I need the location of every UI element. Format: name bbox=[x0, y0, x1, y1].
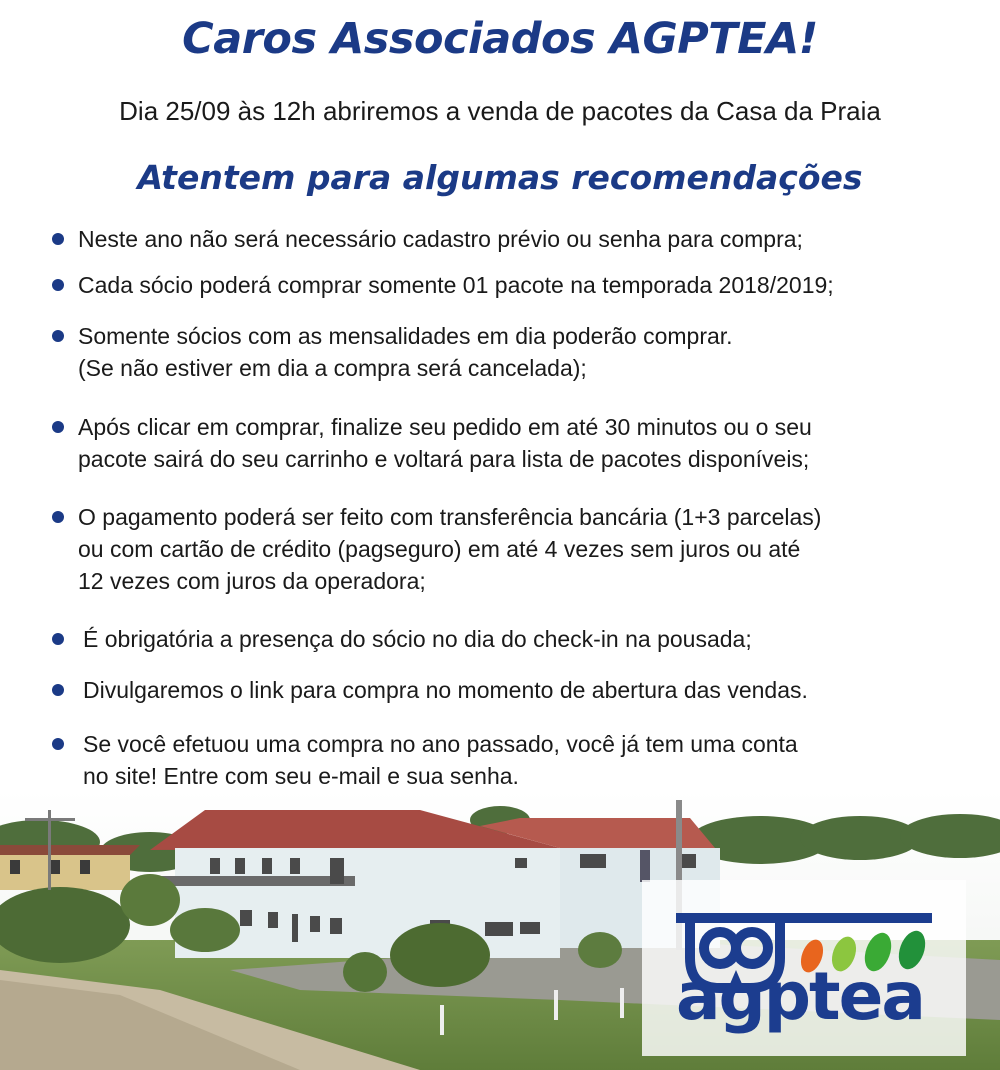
left-house bbox=[0, 845, 140, 890]
recommendation-text: É obrigatória a presença do sócio no dia do check-in na pousada; bbox=[83, 626, 752, 652]
recommendation-item bbox=[52, 674, 808, 706]
recommendation-text: Após clicar em comprar, finalize seu pedido em até 30 minutos ou o seu bbox=[78, 414, 812, 440]
agptea-wordmark: agptea bbox=[676, 958, 924, 1035]
recommendation-item bbox=[52, 501, 821, 597]
recommendation-text: Divulgaremos o link para compra no momento de abertura das vendas. bbox=[83, 677, 808, 703]
bullet-icon bbox=[52, 738, 64, 750]
sale-announcement: Dia 25/09 às 12h abriremos a venda de pacotes da Casa da Praia bbox=[119, 96, 881, 126]
bullet-icon bbox=[52, 633, 64, 645]
recommendation-text: O pagamento poderá ser feito com transferência bancária (1+3 parcelas) bbox=[78, 504, 822, 530]
bullet-icon bbox=[52, 421, 64, 433]
recommendation-text: no site! Entre com seu e-mail e sua senha. bbox=[83, 763, 519, 789]
bullet-icon bbox=[52, 233, 64, 245]
recommendation-text: ou com cartão de crédito (pagseguro) em até 4 vezes sem juros ou até bbox=[78, 536, 801, 562]
page-title: Caros Associados AGPTEA! bbox=[182, 14, 818, 64]
bullet-icon bbox=[52, 279, 64, 291]
recommendation-text: Neste ano não será necessário cadastro prévio ou senha para compra; bbox=[78, 226, 803, 252]
recommendation-item bbox=[52, 623, 752, 655]
recommendations-heading: Atentem para algumas recomendações bbox=[137, 158, 863, 197]
bullet-icon bbox=[52, 330, 64, 342]
recommendation-text: Se você efetuou uma compra no ano passado, você já tem uma conta bbox=[83, 731, 798, 757]
bullet-icon bbox=[52, 684, 64, 696]
recommendation-item bbox=[52, 411, 812, 475]
recommendation-item bbox=[52, 269, 834, 301]
bullet-icon bbox=[52, 511, 64, 523]
recommendation-text: (Se não estiver em dia a compra será cancelada); bbox=[78, 355, 587, 381]
recommendation-text: Somente sócios com as mensalidades em dia poderão comprar. bbox=[78, 323, 733, 349]
recommendation-text: 12 vezes com juros da operadora; bbox=[78, 568, 426, 594]
recommendation-item bbox=[52, 728, 798, 792]
recommendation-text: Cada sócio poderá comprar somente 01 pacote na temporada 2018/2019; bbox=[78, 272, 834, 298]
recommendation-item bbox=[52, 320, 733, 384]
recommendation-text: pacote sairá do seu carrinho e voltará para lista de pacotes disponíveis; bbox=[78, 446, 810, 472]
recommendation-item bbox=[52, 223, 803, 255]
